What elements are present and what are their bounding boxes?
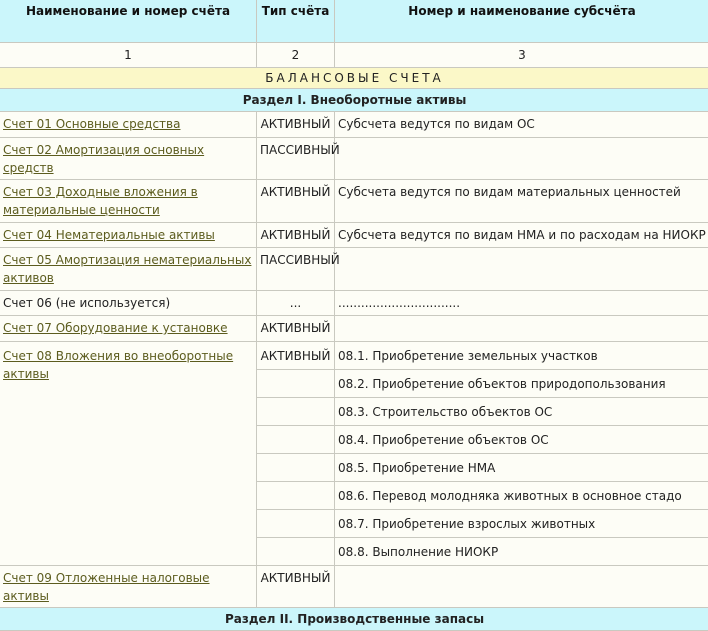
account-type: АКТИВНЫЙ: [257, 342, 335, 370]
subaccount-text: 08.4. Приобретение объектов ОС: [335, 426, 708, 454]
section-title: Раздел I. Внеоборотные активы: [0, 89, 708, 112]
account-type: АКТИВНЫЙ: [257, 223, 335, 248]
account-link-07[interactable]: Счет 07 Оборудование к установке: [3, 321, 228, 335]
header-account-name: Наименование и номер счёта: [0, 0, 257, 43]
subaccount-text: 08.7. Приобретение взрослых животных: [335, 510, 708, 538]
balance-accounts-row: [0, 68, 708, 89]
subaccount-text: [335, 566, 708, 608]
column-number-1: 1: [0, 43, 257, 68]
column-number-3: 3: [335, 43, 708, 68]
subaccount-text: 08.6. Перевод молодняка животных в основное стадо: [335, 482, 708, 510]
account-link-02[interactable]: Счет 02 Амортизация основных средств: [3, 143, 204, 175]
subaccount-text: [335, 138, 708, 180]
section-row: [0, 89, 708, 112]
account-type: ...: [257, 291, 335, 316]
subaccount-text: 08.2. Приобретение объектов природопользования: [335, 370, 708, 398]
column-number-2: 2: [257, 43, 335, 68]
account-link-09[interactable]: Счет 09 Отложенные налоговые активы: [3, 571, 210, 603]
account-link-01[interactable]: Счет 01 Основные средства: [3, 117, 180, 131]
account-link-03[interactable]: Счет 03 Доходные вложения в материальные ценности: [3, 185, 198, 217]
table-row: [0, 138, 708, 180]
subaccount-text: 08.5. Приобретение НМА: [335, 454, 708, 482]
balance-accounts-title: БАЛАНСОВЫЕ СЧЕТА: [0, 68, 708, 89]
header-account-type: Тип счёта: [257, 0, 335, 43]
subaccount-text: 08.3. Строительство объектов ОС: [335, 398, 708, 426]
table-row: [0, 291, 708, 316]
account-type: АКТИВНЫЙ: [257, 180, 335, 223]
column-number-row: [0, 43, 708, 68]
account-name-06: Счет 06 (не используется): [0, 291, 257, 316]
account-type: АКТИВНЫЙ: [257, 112, 335, 138]
account-type: АКТИВНЫЙ: [257, 566, 335, 608]
subaccount-text: [335, 248, 708, 291]
subaccount-text: 08.8. Выполнение НИОКР: [335, 538, 708, 566]
table-row: [0, 342, 708, 370]
section-row: [0, 608, 708, 631]
account-link-05[interactable]: Счет 05 Амортизация нематериальных активов: [3, 253, 251, 285]
header-row: [0, 0, 708, 43]
table-row: [0, 223, 708, 248]
table-row: [0, 112, 708, 138]
table-row: [0, 248, 708, 291]
subaccount-text: 08.1. Приобретение земельных участков: [335, 342, 708, 370]
account-link-04[interactable]: Счет 04 Нематериальные активы: [3, 228, 215, 242]
subaccount-text: ................................: [335, 291, 708, 316]
subaccount-text: Субсчета ведутся по видам НМА и по расходам на НИОКР: [335, 223, 708, 248]
account-type: ПАССИВНЫЙ: [257, 138, 335, 180]
subaccount-text: Субсчета ведутся по видам материальных ценностей: [335, 180, 708, 223]
table-row: [0, 316, 708, 342]
subaccount-text: [335, 316, 708, 342]
table-row: [0, 566, 708, 608]
header-subaccount: Номер и наименование субсчёта: [335, 0, 708, 43]
table-row: [0, 180, 708, 223]
account-type: ПАССИВНЫЙ: [257, 248, 335, 291]
subaccount-text: Субсчета ведутся по видам ОС: [335, 112, 708, 138]
section-title: Раздел II. Производственные запасы: [0, 608, 708, 631]
account-type: АКТИВНЫЙ: [257, 316, 335, 342]
account-link-08[interactable]: Счет 08 Вложения во внеоборотные активы: [3, 349, 233, 381]
